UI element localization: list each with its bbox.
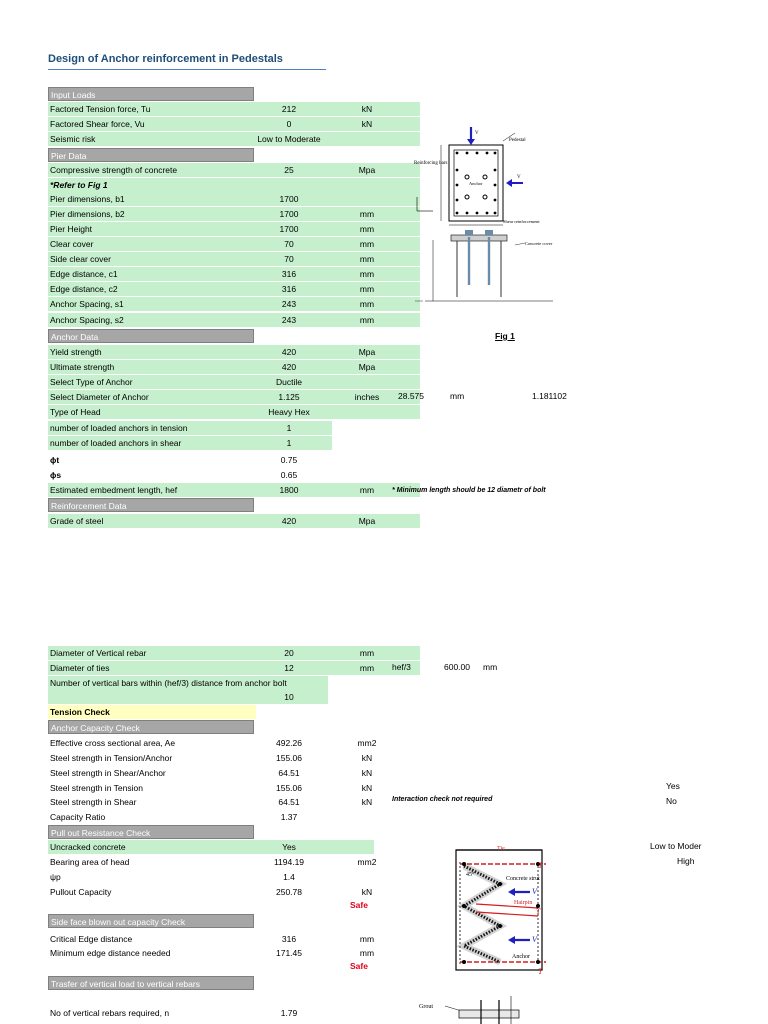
row-value-cell bbox=[254, 453, 420, 467]
row-value-cell bbox=[254, 117, 420, 131]
table-row bbox=[48, 421, 420, 435]
row-value: 492.26 bbox=[276, 738, 302, 748]
table-row bbox=[48, 405, 420, 419]
row-value-cell bbox=[254, 313, 420, 327]
anchor-diameter-mm-unit: mm bbox=[450, 391, 465, 401]
fig2-label-anchor: Anchor bbox=[512, 954, 530, 960]
row-label: ψp bbox=[50, 872, 61, 882]
table-row bbox=[48, 207, 420, 221]
row-value: 420 bbox=[281, 516, 297, 526]
row-label: Edge distance, c2 bbox=[48, 282, 254, 296]
section-header-pullout: Pull out Resistance Check bbox=[48, 825, 254, 839]
row-label: Edge distance, c1 bbox=[48, 267, 254, 281]
row-value: 155.06 bbox=[276, 783, 302, 793]
row-value-cell bbox=[254, 855, 420, 869]
row-label: Anchor Spacing, s2 bbox=[48, 313, 254, 327]
table-row bbox=[48, 810, 420, 824]
row-label: Estimated embedment length, hef bbox=[48, 483, 254, 497]
row-unit: kN bbox=[361, 783, 373, 793]
fig3-grout-diagram bbox=[415, 996, 535, 1024]
row-label: Grade of steel bbox=[48, 514, 254, 528]
side-high: High bbox=[677, 856, 695, 866]
row-value: 1800 bbox=[279, 485, 299, 495]
row-value: 70 bbox=[284, 254, 294, 264]
row-unit: Mpa bbox=[358, 347, 376, 357]
row-value: Heavy Hex bbox=[268, 407, 310, 417]
row-value: 1700 bbox=[279, 194, 299, 204]
row-value-cell bbox=[254, 436, 332, 450]
row-label: number of loaded anchors in tension bbox=[48, 421, 254, 435]
row-value-cell bbox=[254, 514, 420, 528]
row-label: Diameter of ties bbox=[48, 661, 254, 675]
row-value-cell bbox=[254, 360, 420, 374]
fig1-label-vu-top: V bbox=[475, 131, 479, 136]
row-value-cell bbox=[254, 468, 420, 482]
row-label: Clear cover bbox=[48, 237, 254, 251]
row-value-cell bbox=[254, 237, 420, 251]
row-value: 0 bbox=[286, 119, 292, 129]
table-row bbox=[48, 297, 420, 311]
row-value-cell bbox=[254, 840, 374, 854]
table-row bbox=[48, 751, 420, 765]
row-value-cell bbox=[254, 766, 420, 780]
row-value-cell bbox=[254, 421, 332, 435]
row-value-cell bbox=[254, 885, 420, 899]
row-unit: inches bbox=[354, 392, 380, 402]
row-value-cell bbox=[254, 163, 420, 177]
table-row bbox=[48, 885, 420, 899]
row-value: Yes bbox=[282, 842, 296, 852]
row-label: Anchor Spacing, s1 bbox=[48, 297, 254, 311]
row-label: ϕt bbox=[50, 455, 60, 465]
table-row bbox=[48, 483, 420, 497]
row-unit: mm bbox=[359, 224, 375, 234]
hef-note: * Minimum length should be 12 diametr of bolt bbox=[392, 487, 546, 494]
table-row bbox=[48, 646, 420, 660]
row-value-cell bbox=[254, 646, 420, 660]
side-yes: Yes bbox=[666, 781, 680, 791]
row-unit: mm2 bbox=[357, 738, 377, 748]
row-unit: mm bbox=[359, 485, 375, 495]
row-unit: mm bbox=[359, 269, 375, 279]
table-row bbox=[48, 102, 420, 116]
hef3-value: 600.00 bbox=[444, 662, 470, 672]
row-value-cell bbox=[254, 345, 420, 359]
pullout-status: Safe bbox=[350, 900, 368, 910]
row-value: 1 bbox=[286, 423, 292, 433]
row-value: 0.65 bbox=[280, 470, 298, 480]
row-label: Steel strength in Tension/Anchor bbox=[50, 753, 173, 763]
row-unit: mm bbox=[359, 284, 375, 294]
anchor-diameter-mm: 28.575 bbox=[398, 391, 424, 401]
table-row bbox=[48, 222, 420, 236]
interaction-note: Interaction check not required bbox=[392, 796, 493, 803]
row-value: 420 bbox=[281, 362, 297, 372]
section-header-pier-data: Pier Data bbox=[48, 148, 254, 162]
row-label: Pier dimensions, b1 bbox=[48, 192, 254, 206]
row-value: 316 bbox=[281, 284, 297, 294]
row-unit: kN bbox=[361, 887, 373, 897]
row-value-cell bbox=[254, 751, 420, 765]
row-value: Ductile bbox=[276, 377, 302, 387]
row-value: 25 bbox=[284, 165, 294, 175]
table-row bbox=[48, 661, 420, 675]
row-value: 155.06 bbox=[276, 753, 302, 763]
table-row bbox=[48, 1006, 420, 1020]
fig2-label-angle: 45° bbox=[466, 872, 475, 878]
row-label: Select Type of Anchor bbox=[48, 375, 254, 389]
table-row bbox=[48, 766, 420, 780]
row-value-cell bbox=[254, 192, 420, 206]
row-unit: mm2 bbox=[357, 857, 377, 867]
table-row bbox=[48, 360, 420, 374]
row-value: 64.51 bbox=[278, 797, 300, 807]
table-row bbox=[48, 313, 420, 327]
fig1-label-pedestal: Pedestal bbox=[509, 138, 526, 143]
fig1-label-concrete-cover: Concrete cover bbox=[525, 241, 553, 246]
row-unit: mm bbox=[359, 948, 375, 958]
row-label: Steel strength in Tension bbox=[50, 783, 143, 793]
row-value-cell bbox=[254, 1006, 420, 1020]
row-value: 171.45 bbox=[276, 948, 302, 958]
row-value-cell bbox=[254, 222, 420, 236]
table-row bbox=[48, 468, 420, 482]
row-unit: kN bbox=[361, 119, 373, 129]
row-label: Effective cross sectional area, Ae bbox=[50, 738, 176, 748]
fig1-pedestal-diagram bbox=[405, 125, 580, 315]
row-value-cell bbox=[254, 870, 420, 884]
table-row bbox=[48, 436, 420, 450]
row-label: Compressive strength of concrete bbox=[48, 163, 254, 177]
row-value-cell bbox=[254, 390, 420, 404]
fig2-label-v: V bbox=[532, 887, 537, 896]
row-label: Uncracked concrete bbox=[48, 840, 254, 854]
row-label: No of vertical rebars required, n bbox=[50, 1008, 170, 1018]
row-label: Pier Height bbox=[48, 222, 254, 236]
row-value-cell bbox=[254, 132, 420, 146]
row-label: Side clear cover bbox=[48, 252, 254, 266]
row-unit: mm bbox=[359, 209, 375, 219]
row-value: 1.37 bbox=[280, 812, 298, 822]
row-label: Capacity Ratio bbox=[50, 812, 106, 822]
hef3-label: hef/3 bbox=[392, 662, 411, 672]
row-unit: mm bbox=[359, 934, 375, 944]
row-label: Select Diameter of Anchor bbox=[48, 390, 254, 404]
table-row bbox=[48, 870, 420, 884]
fig2-label-tie: Tie bbox=[497, 846, 505, 852]
table-row bbox=[48, 840, 420, 854]
fig2-label-v-bottom: V bbox=[532, 935, 537, 944]
table-row bbox=[48, 855, 420, 869]
row-value-cell bbox=[254, 810, 420, 824]
fig1-label-anchor: Anchor bbox=[469, 181, 483, 186]
row-unit: Mpa bbox=[358, 165, 376, 175]
row-value-cell bbox=[254, 405, 420, 419]
side-low-to-moderate: Low to Moder bbox=[650, 841, 702, 851]
table-row bbox=[48, 781, 420, 795]
row-value: 64.51 bbox=[278, 768, 300, 778]
row-value-cell bbox=[254, 375, 420, 389]
side-face-status: Safe bbox=[350, 961, 368, 971]
row-value: 1.125 bbox=[278, 392, 300, 402]
row-value-cell bbox=[254, 282, 420, 296]
table-row bbox=[48, 514, 420, 528]
table-row bbox=[48, 237, 420, 251]
fig3-label-grout: Grout bbox=[419, 1004, 433, 1010]
section-header-side-face: Side face blown out capacity Check bbox=[48, 914, 254, 928]
bars-within-label-row bbox=[48, 676, 328, 690]
row-value: 316 bbox=[281, 934, 297, 944]
row-label: Critical Edge distance bbox=[50, 934, 133, 944]
row-unit: kN bbox=[361, 753, 373, 763]
row-label: *Refer to Fig 1 bbox=[48, 178, 254, 192]
row-value-cell bbox=[254, 946, 420, 960]
row-value-cell bbox=[254, 297, 420, 311]
section-header-reinforcement-data: Reinforcement Data bbox=[48, 498, 254, 512]
row-label: Diameter of Vertical rebar bbox=[48, 646, 254, 660]
row-value: 20 bbox=[284, 648, 294, 658]
fig2-label-concrete-strut: Concrete strut bbox=[506, 876, 540, 882]
table-row bbox=[48, 282, 420, 296]
row-value-cell bbox=[254, 102, 420, 116]
row-label: Factored Tension force, Tu bbox=[48, 102, 254, 116]
row-label: Pullout Capacity bbox=[50, 887, 112, 897]
fig1-caption: Fig 1 bbox=[495, 331, 515, 341]
row-unit: Mpa bbox=[358, 516, 376, 526]
section-header-anchor-data: Anchor Data bbox=[48, 329, 254, 343]
row-unit: mm bbox=[359, 315, 375, 325]
table-row bbox=[48, 932, 420, 946]
table-row bbox=[48, 736, 420, 750]
bars-within-value: 10 bbox=[284, 692, 294, 702]
row-unit: mm bbox=[359, 254, 375, 264]
row-value: 243 bbox=[281, 315, 297, 325]
title-underline bbox=[48, 69, 326, 70]
row-value-cell bbox=[254, 932, 420, 946]
hef3-unit: mm bbox=[483, 662, 498, 672]
page-title: Design of Anchor reinforcement in Pedestals bbox=[48, 53, 283, 65]
row-label: Type of Head bbox=[48, 405, 254, 419]
section-header-input-loads: Input Loads bbox=[48, 87, 254, 101]
row-value-cell bbox=[254, 207, 420, 221]
row-value: 1700 bbox=[279, 209, 299, 219]
fig1-label-shear-reinforcement: Shear reinforcement bbox=[503, 219, 540, 224]
fig2-label-hairpin: Hairpin bbox=[514, 900, 533, 906]
row-value: 1.4 bbox=[283, 872, 295, 882]
row-label: Bearing area of head bbox=[50, 857, 130, 867]
table-row bbox=[48, 390, 420, 404]
row-unit: kN bbox=[361, 768, 373, 778]
row-value: 212 bbox=[281, 104, 297, 114]
fig2-label-t1-bottom: T bbox=[538, 967, 543, 976]
row-value-cell bbox=[254, 252, 420, 266]
row-value: 1.79 bbox=[280, 1008, 298, 1018]
row-value-cell bbox=[254, 736, 420, 750]
row-value: 420 bbox=[281, 347, 297, 357]
row-value: 1194.19 bbox=[273, 857, 305, 867]
row-label: Ultimate strength bbox=[48, 360, 254, 374]
row-label: Yield strength bbox=[48, 345, 254, 359]
table-row bbox=[48, 192, 420, 206]
table-row bbox=[48, 795, 420, 809]
row-value: 0.75 bbox=[280, 455, 298, 465]
row-value-cell bbox=[254, 178, 420, 192]
row-value: 1700 bbox=[279, 224, 299, 234]
row-value: 12 bbox=[284, 663, 294, 673]
table-row bbox=[48, 345, 420, 359]
fig1-label-vu-right: V bbox=[517, 175, 521, 180]
table-row bbox=[48, 163, 420, 177]
row-unit: mm bbox=[359, 239, 375, 249]
row-label: Factored Shear force, Vu bbox=[48, 117, 254, 131]
section-header-transfer: Trasfer of vertical load to vertical rebars bbox=[48, 976, 254, 990]
fig2-strut-tie-diagram bbox=[420, 838, 570, 983]
row-value: 316 bbox=[281, 269, 297, 279]
row-label: number of loaded anchors in shear bbox=[48, 436, 254, 450]
fig1-label-reinforcing-bars: Reinforcing bars bbox=[414, 161, 448, 166]
bars-within-label: Number of vertical bars within (hef/3) distance from anchor bolt bbox=[50, 678, 287, 688]
row-value: 1 bbox=[286, 438, 292, 448]
row-value: Low to Moderate bbox=[257, 134, 321, 144]
section-header-anchor-capacity: Anchor Capacity Check bbox=[48, 720, 254, 734]
fig2-label-t2: T bbox=[536, 907, 541, 916]
row-label: Pier dimensions, b2 bbox=[48, 207, 254, 221]
row-unit: mm bbox=[359, 299, 375, 309]
row-value-cell bbox=[254, 267, 420, 281]
row-label: Steel strength in Shear bbox=[50, 797, 137, 807]
table-row bbox=[48, 453, 420, 467]
row-unit: kN bbox=[361, 797, 373, 807]
table-row bbox=[48, 132, 420, 146]
row-unit: mm bbox=[359, 648, 375, 658]
table-row bbox=[48, 252, 420, 266]
row-unit: kN bbox=[361, 104, 373, 114]
section-header-tension-check: Tension Check bbox=[48, 705, 256, 719]
row-unit: mm bbox=[359, 663, 375, 673]
table-row bbox=[48, 375, 420, 389]
table-row bbox=[48, 117, 420, 131]
row-value: 250.78 bbox=[276, 887, 302, 897]
bars-within-value-row bbox=[48, 690, 328, 704]
fig2-label-t1: T bbox=[538, 861, 543, 870]
row-label: Seismic risk bbox=[48, 132, 254, 146]
row-value: 243 bbox=[281, 299, 297, 309]
row-label: Minimum edge distance needed bbox=[50, 948, 171, 958]
table-row bbox=[48, 267, 420, 281]
row-label: ϕs bbox=[50, 470, 62, 480]
table-row bbox=[48, 178, 420, 192]
row-unit: Mpa bbox=[358, 362, 376, 372]
row-value: 70 bbox=[284, 239, 294, 249]
row-value-cell bbox=[254, 781, 420, 795]
row-label: Steel strength in Shear/Anchor bbox=[50, 768, 166, 778]
side-no: No bbox=[666, 796, 677, 806]
table-row bbox=[48, 946, 420, 960]
anchor-diameter-extra: 1.181102 bbox=[532, 391, 567, 401]
